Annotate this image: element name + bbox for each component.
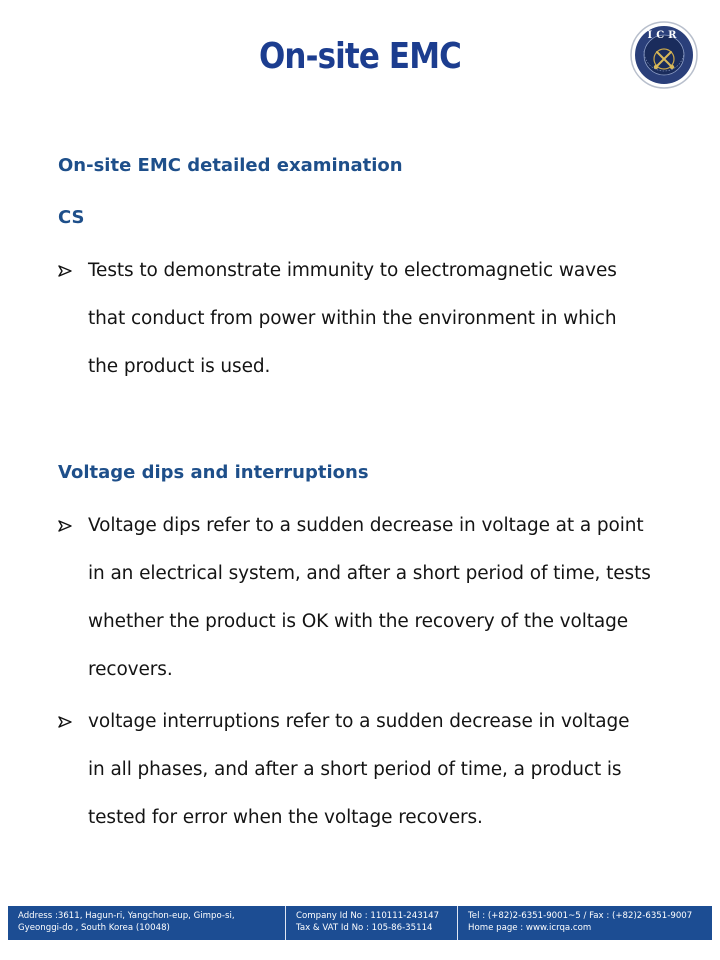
footer-address-line2: Gyeonggi-do , South Korea (10048)	[18, 922, 170, 933]
bullet-text-line: tested for error when the voltage recovers.	[88, 807, 483, 828]
footer-address-line1: Address :3611, Hagun-ri, Yangchon-eup, Gimpo-si,	[18, 911, 235, 921]
bullet-text-line: in all phases, and after a short period of time, a product is	[88, 759, 622, 780]
section-heading-onsite-emc: On-site EMC detailed examination	[58, 155, 403, 176]
section-heading-cs: CS	[58, 207, 85, 228]
arrow-bullet-icon	[58, 698, 76, 746]
footer-address	[8, 906, 285, 940]
bullet-text-line: that conduct from power within the environment in which	[88, 308, 617, 329]
bullet-text-line: recovers.	[88, 659, 173, 680]
bullet-text-line: voltage interruptions refer to a sudden decrease in voltage	[88, 711, 630, 732]
footer-bar	[8, 906, 712, 940]
bullet-text-line: Voltage dips refer to a sudden decrease in voltage at a point	[88, 515, 644, 536]
section-heading-voltage-dips: Voltage dips and interruptions	[58, 462, 369, 483]
footer-contact	[457, 906, 712, 940]
footer-tax-id: Tax & VAT Id No : 105-86-35114	[296, 922, 433, 933]
bullet-text-line: in an electrical system, and after a short period of time, tests	[88, 563, 651, 584]
bullet-text-line: the product is used.	[88, 356, 271, 377]
footer-homepage[interactable]: Home page : www.icrqa.com	[468, 922, 592, 933]
bullet-text-line: Tests to demonstrate immunity to electromagnetic waves	[88, 260, 617, 281]
logo-text: ICR	[647, 30, 681, 41]
footer-tel-fax: Tel : (+82)2-6351-9001~5 / Fax : (+82)2-6351-9007	[468, 911, 693, 921]
icr-logo	[630, 21, 698, 89]
arrow-bullet-icon	[58, 502, 76, 550]
footer-company-id: Company Id No : 110111-243147	[296, 911, 440, 921]
footer-company-ids	[285, 906, 457, 940]
bullet-text-line: whether the product is OK with the recovery of the voltage	[88, 611, 629, 632]
page-title: On-site EMC	[258, 36, 462, 77]
arrow-bullet-icon	[58, 247, 76, 295]
